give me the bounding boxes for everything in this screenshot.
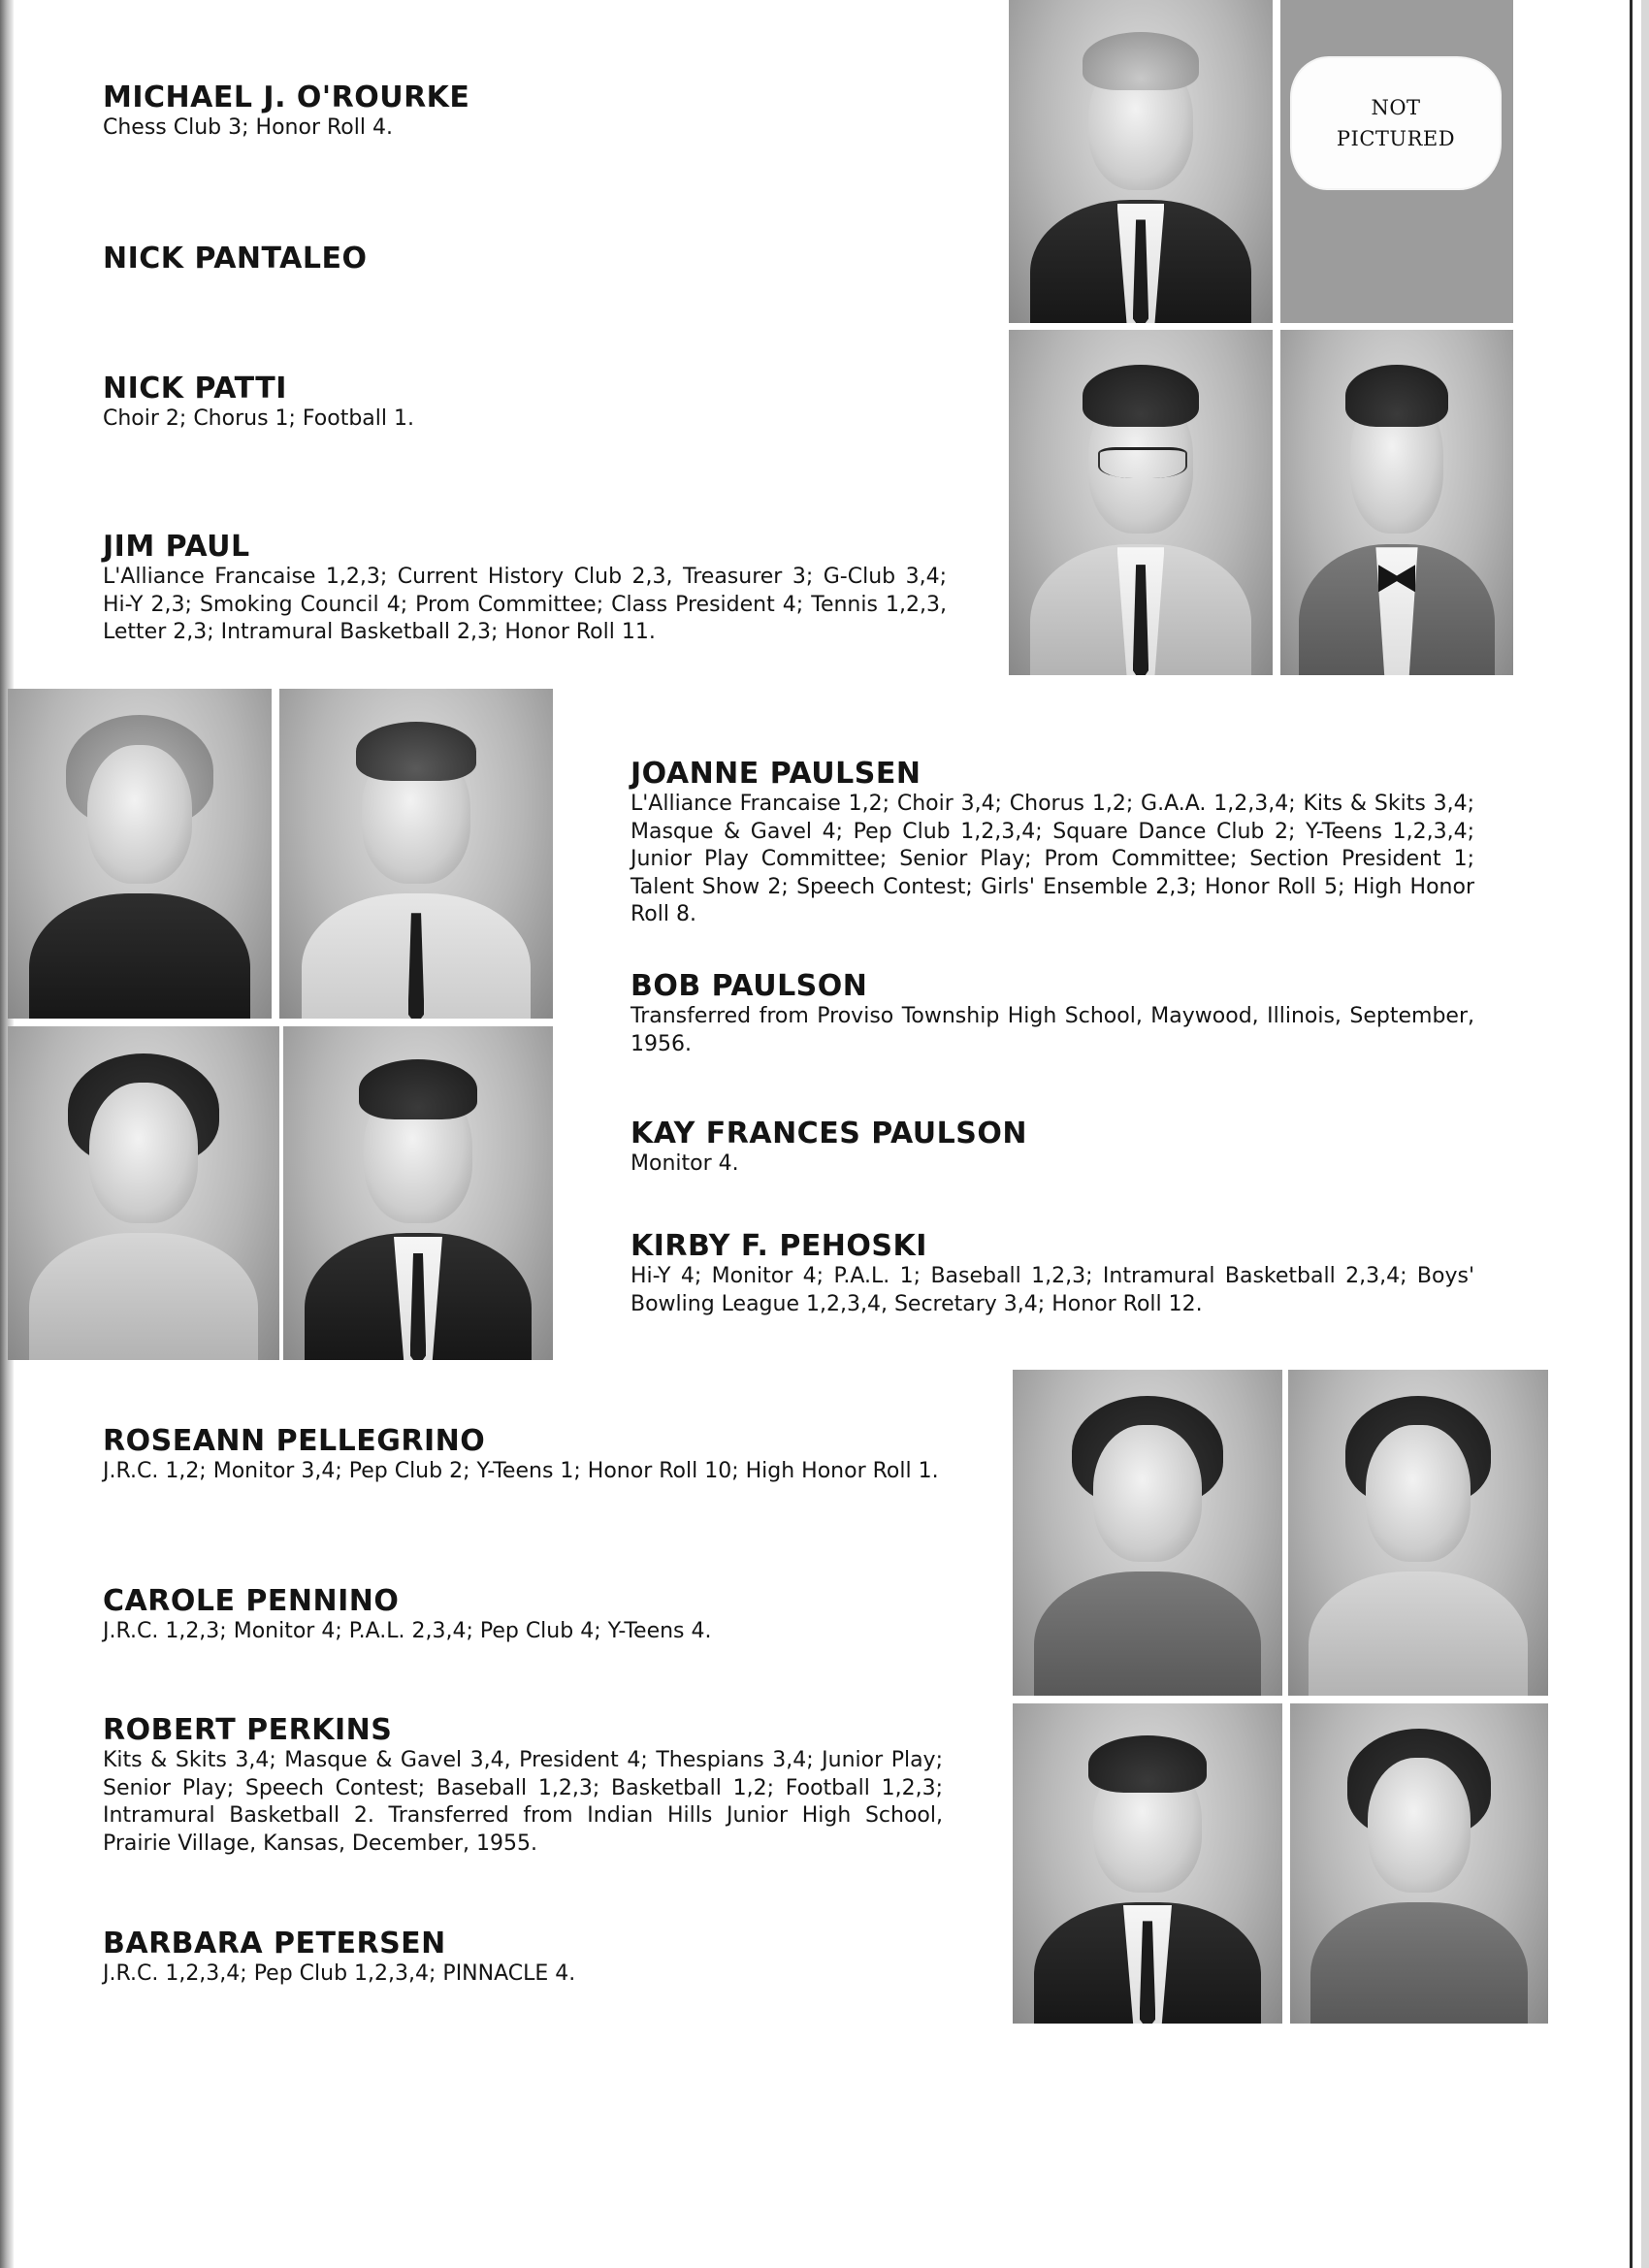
student-name: ROSEANN PELLEGRINO [103, 1424, 486, 1458]
student-activities: Choir 2; Chorus 1; Football 1. [103, 406, 414, 431]
portrait-photo [8, 1026, 279, 1360]
student-activities: L'Alliance Francaise 1,2,3; Current History Club 2,3, Treasurer 3; G-Club 3,4; Hi-Y 2,3; Smoking Council 4; Prom Committee; Class President 4; Tennis 1,2,3, Letter 2,3; Intramural Basketball 2,3; Honor Roll 11. [103, 565, 947, 645]
student-name: BOB PAULSON [630, 969, 868, 1003]
entry-bob-paulson [630, 970, 1474, 1058]
portrait-face [89, 1083, 198, 1222]
entry-joanne-paulsen [630, 758, 1474, 929]
portrait-face [1366, 1425, 1470, 1562]
student-name: KAY FRANCES PAULSON [630, 1117, 1027, 1150]
page-edge-line [1630, 0, 1633, 2268]
entry-petersen [103, 1928, 943, 1989]
not-pictured-line2: PICTURED [1336, 127, 1456, 150]
portrait-face [1093, 1425, 1201, 1562]
portrait-photo [1280, 330, 1513, 675]
portrait-hair [1088, 1735, 1207, 1793]
portrait-photo [283, 1026, 553, 1360]
entry-pennino [103, 1585, 943, 1646]
student-activities: Kits & Skits 3,4; Masque & Gavel 3,4, President 4; Thespians 3,4; Junior Play; Senior Play; Speech Contest; Baseball 1,2,3; Basketball 1,2; Football 1,2,3; Intramural Basketball 2. Transferred from Indian Hills Junior High School, Prairie Village, Kansas, December, 1955. [103, 1748, 943, 1856]
portrait-sweater [1034, 1571, 1261, 1696]
portrait-sweater [1309, 1571, 1527, 1696]
student-activities: Chess Club 3; Honor Roll 4. [103, 115, 393, 140]
portrait-photo [1290, 1703, 1548, 2024]
portrait-photo [1009, 330, 1273, 675]
not-pictured-panel [1280, 0, 1513, 323]
student-name: NICK PATTI [103, 372, 287, 405]
student-activities: Hi-Y 4; Monitor 4; P.A.L. 1; Baseball 1,2,3; Intramural Basketball 2,3,4; Boys' Bowling League 1,2,3,4, Secretary 3,4; Honor Roll 12. [630, 1264, 1474, 1316]
not-pictured-label [1292, 58, 1500, 188]
student-activities: Transferred from Proviso Township High School, Maywood, Illinois, September, 1956. [630, 1004, 1474, 1056]
portrait-photo [1288, 1370, 1548, 1696]
entry-kay-paulson [630, 1118, 1474, 1179]
portrait-photo [279, 689, 553, 1019]
portrait-hair [1083, 365, 1199, 427]
portrait-face [87, 745, 193, 884]
portrait-hair [356, 722, 476, 781]
student-name: JOANNE PAULSEN [630, 757, 922, 791]
entry-paul [103, 531, 947, 647]
student-name: ROBERT PERKINS [103, 1713, 393, 1747]
portrait-glasses [1098, 447, 1186, 477]
student-name: JIM PAUL [103, 530, 250, 564]
student-activities: J.R.C. 1,2; Monitor 3,4; Pep Club 2; Y-Teens 1; Honor Roll 10; High Honor Roll 1. [103, 1459, 939, 1483]
student-activities: L'Alliance Francaise 1,2; Choir 3,4; Chorus 1,2; G.A.A. 1,2,3,4; Kits & Skits 3,4; Masque & Gavel 4; Pep Club 1,2,3,4; Square Dance Club 2; Y-Teens 1,2,3,4; Junior Play Committee; Senior Play; Prom Committee; Section President 1; Talent Show 2; Speech Contest; Girls' Ensemble 2,3; Honor Roll 5; High Honor Roll 8. [630, 792, 1474, 927]
entry-patti [103, 373, 947, 434]
entry-perkins [103, 1714, 943, 1858]
portrait-photo [8, 689, 272, 1019]
portrait-hair [1083, 32, 1199, 90]
portrait-sweater [29, 1233, 257, 1360]
portrait-hair [1345, 365, 1448, 427]
page-edge-margin [1641, 0, 1649, 2268]
student-activities: J.R.C. 1,2,3,4; Pep Club 1,2,3,4; PINNACLE 4. [103, 1961, 576, 1986]
portrait-sweater [29, 893, 250, 1019]
student-name: KIRBY F. PEHOSKI [630, 1229, 927, 1263]
student-activities: J.R.C. 1,2,3; Monitor 4; P.A.L. 2,3,4; Pep Club 4; Y-Teens 4. [103, 1619, 712, 1643]
entry-pehoski [630, 1230, 1474, 1318]
portrait-photo [1013, 1370, 1282, 1696]
portrait-face [1368, 1758, 1471, 1893]
student-name: CAROLE PENNINO [103, 1584, 400, 1618]
student-name: BARBARA PETERSEN [103, 1927, 446, 1960]
entry-pantaleo [103, 243, 947, 275]
student-name: NICK PANTALEO [103, 242, 368, 275]
student-activities: Monitor 4. [630, 1151, 739, 1176]
not-pictured-line1: NOT [1371, 96, 1421, 119]
entry-pellegrino [103, 1425, 943, 1486]
portrait-hair [359, 1059, 477, 1119]
entry-orourke [103, 81, 947, 143]
portrait-sweater [1310, 1902, 1527, 2024]
portrait-photo [1009, 0, 1273, 323]
portrait-photo [1013, 1703, 1282, 2024]
student-name: MICHAEL J. O'ROURKE [103, 81, 470, 114]
